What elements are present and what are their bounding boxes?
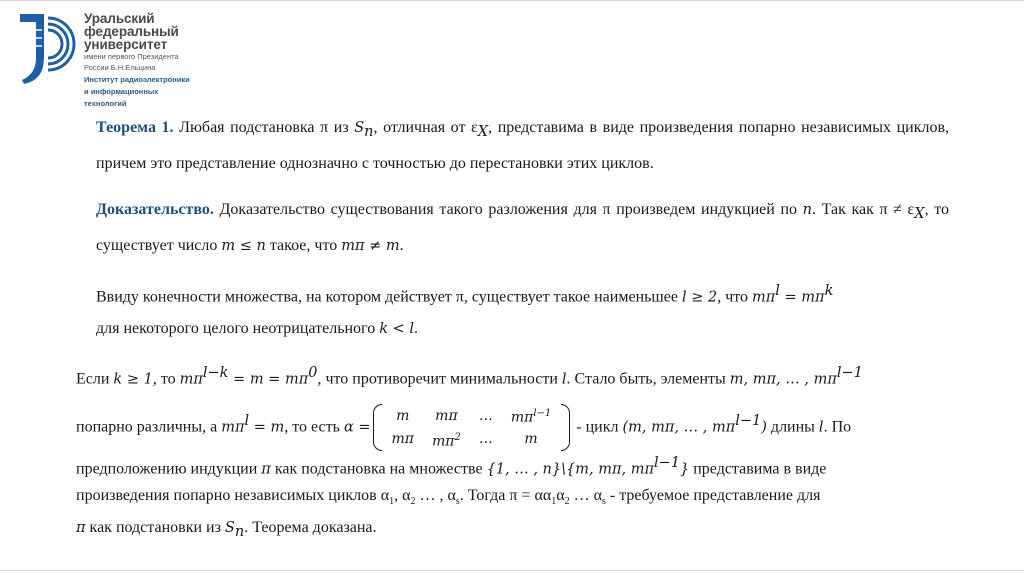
p6-text-2: как подстановка на множестве — [270, 460, 487, 478]
p3-sup-1: l — [775, 283, 780, 299]
p5-sup-1: l — [244, 413, 250, 429]
matrix-cell-base: mπ — [510, 409, 534, 426]
distinct-line — [76, 358, 956, 395]
p6-math-3: } — [680, 461, 690, 478]
logo-text — [84, 12, 190, 108]
p6-math-2: {1, … , n}\{m, mπ, mπ — [486, 461, 654, 478]
p7-text-2: , α — [394, 487, 411, 504]
p5-math-3: α = — [343, 419, 371, 436]
p7-sub-3: s — [455, 496, 460, 508]
p3-math-1: l ≥ 2 — [681, 289, 718, 306]
urfu-logo-icon — [14, 10, 78, 88]
p3-math-3: = mπ — [779, 289, 825, 306]
p7-sub-2: 2 — [410, 496, 416, 508]
matrix-cell: … — [478, 407, 493, 424]
p7-sub-1: 1 — [389, 496, 395, 508]
bottom-divider — [0, 570, 1024, 571]
p4-sup-3: l−1 — [836, 365, 863, 381]
matrix-table — [383, 404, 561, 451]
proof-label: Доказательство. — [96, 201, 214, 218]
proof-text-3: , то существует число — [96, 201, 950, 255]
cycle-matrix — [373, 404, 571, 451]
proof-paragraph — [96, 194, 949, 262]
p7-text-1: произведения попарно независимых циклов α — [76, 487, 390, 504]
logo-sub-1: имени первого Президента — [84, 52, 179, 61]
p4-sup-2: 0 — [308, 365, 318, 381]
p7-sub-4: 1 — [551, 496, 557, 508]
p7-text-5: α — [556, 487, 565, 504]
p6-text-3: представима в виде — [689, 460, 827, 478]
proof-X-sub: X — [914, 206, 925, 223]
p8-math-1: π — [76, 520, 86, 536]
p7-text-7: - требуемое представление для — [605, 487, 821, 504]
p5-text-1: попарно различны, а — [76, 418, 222, 436]
p8-text-2: . Теорема доказана. — [244, 519, 377, 536]
proof-math-2: mπ ≠ m — [341, 238, 400, 255]
theorem-paragraph — [96, 112, 949, 179]
matrix-left-paren — [373, 404, 382, 451]
p3-math-4: k < l — [379, 321, 415, 338]
p3-text-2: , что — [717, 288, 753, 306]
p6-text-1: предположению индукции — [76, 460, 262, 478]
p3-text-1: Ввиду конечности множества, на котором действует π, существует такое наименьшее — [96, 288, 682, 306]
proof-text-5: . — [399, 237, 404, 255]
p4-math-2: mπ — [179, 371, 203, 388]
p4-math-1: k ≥ 1 — [113, 371, 153, 388]
theorem-text-2: , отличная от ε — [373, 119, 478, 136]
p4-text-3: , что противоречит минимальности — [317, 370, 562, 388]
matrix-cell: m — [524, 431, 538, 448]
matrix-cell: m — [396, 407, 410, 424]
theorem-X-sub: X — [477, 124, 489, 141]
p5-math-1: mπ — [221, 419, 245, 436]
p5-sup-2: l−1 — [735, 413, 762, 429]
p3-text-4: . — [414, 320, 419, 338]
p5-text-2: , то есть — [284, 418, 344, 436]
p6-math-1: π — [261, 461, 271, 478]
matrix-cell: mπ — [435, 407, 458, 424]
matrix-right-paren — [561, 404, 570, 451]
logo-line-3: университет — [84, 37, 168, 52]
p5-math-4: (m, mπ, … , mπ — [622, 419, 736, 436]
proof-text-2: . Так как π ≠ ε — [811, 201, 915, 218]
theorem-Sn: S — [354, 120, 365, 136]
p5-math-2: = m — [249, 419, 285, 436]
logo-line-2: федеральный — [84, 24, 179, 39]
institute-line-1: Институт радиоэлектроники — [84, 75, 190, 84]
p5-text-4: длины — [766, 418, 819, 436]
p8-text-1: как подстановки из — [85, 519, 225, 536]
p7-sub-5: 2 — [564, 496, 570, 508]
p6-sup-1: l−1 — [653, 455, 680, 471]
p4-math-3: = m = mπ — [228, 371, 309, 388]
p7-text-4: . Тогда π = αα — [459, 487, 552, 504]
proof-text-4: такое, что — [265, 237, 342, 255]
institute-line-2: и информационных — [84, 87, 159, 96]
theorem-label: Теорема 1. — [96, 119, 174, 136]
conclusion-line — [76, 512, 956, 548]
p5-math-6: l — [818, 419, 824, 436]
p5-text-5: . По — [823, 418, 852, 436]
p4-text-1: Если — [76, 370, 114, 388]
theorem-n-sub: n — [364, 124, 374, 141]
matrix-cell-sup: l−1 — [533, 408, 552, 419]
p4-math-5: m, mπ, … , mπ — [729, 371, 837, 388]
logo-sub-2: России Б.Н.Ельцина — [84, 62, 156, 72]
matrix-cell: … — [478, 431, 493, 448]
matrix-cell-base: mπ — [431, 433, 455, 450]
p7-sub-6: s — [602, 496, 606, 508]
p5-text-3: - цикл — [572, 418, 623, 436]
p4-text-2: , то — [152, 370, 180, 388]
p7-text-6: … α — [569, 487, 602, 504]
matrix-cell-sup: 2 — [454, 431, 461, 443]
top-divider — [0, 0, 1024, 1]
university-logo — [14, 8, 234, 108]
proof-math-1: m ≤ n — [221, 238, 266, 255]
p7-text-3: … , α — [415, 487, 456, 504]
logo-line-1: Уральский — [84, 11, 155, 26]
theorem-text-3: , представима в виде произведения попарно независимых циклов, причем это представление однозначно с точностью до перестановки этих циклов. — [96, 119, 950, 173]
institute-line-3: технологий — [84, 99, 127, 108]
p3-math-2: mπ — [752, 289, 776, 306]
p8-sub-1: n — [234, 524, 245, 541]
p3-text-3: для некоторого целого неотрицательного — [96, 320, 380, 338]
p3-sup-2: k — [824, 283, 834, 299]
theorem-text-1: Любая подстановка π из — [173, 119, 355, 136]
p4-math-4: l — [561, 371, 567, 388]
p4-text-4: . Стало быть, элементы — [566, 370, 730, 388]
p4-sup-1: l−k — [202, 365, 229, 381]
p5-math-5: ) — [761, 419, 767, 436]
proof-n: n — [802, 202, 812, 218]
finiteness-paragraph — [96, 276, 956, 345]
matrix-cell — [502, 404, 560, 428]
p8-math-2: S — [224, 520, 235, 536]
cycle-line — [76, 400, 956, 451]
proof-text-1: Доказательство существования такого разложения для π произведем индукцией по — [213, 201, 803, 218]
matrix-row-1 — [383, 404, 561, 428]
matrix-cell: mπ — [391, 431, 414, 448]
